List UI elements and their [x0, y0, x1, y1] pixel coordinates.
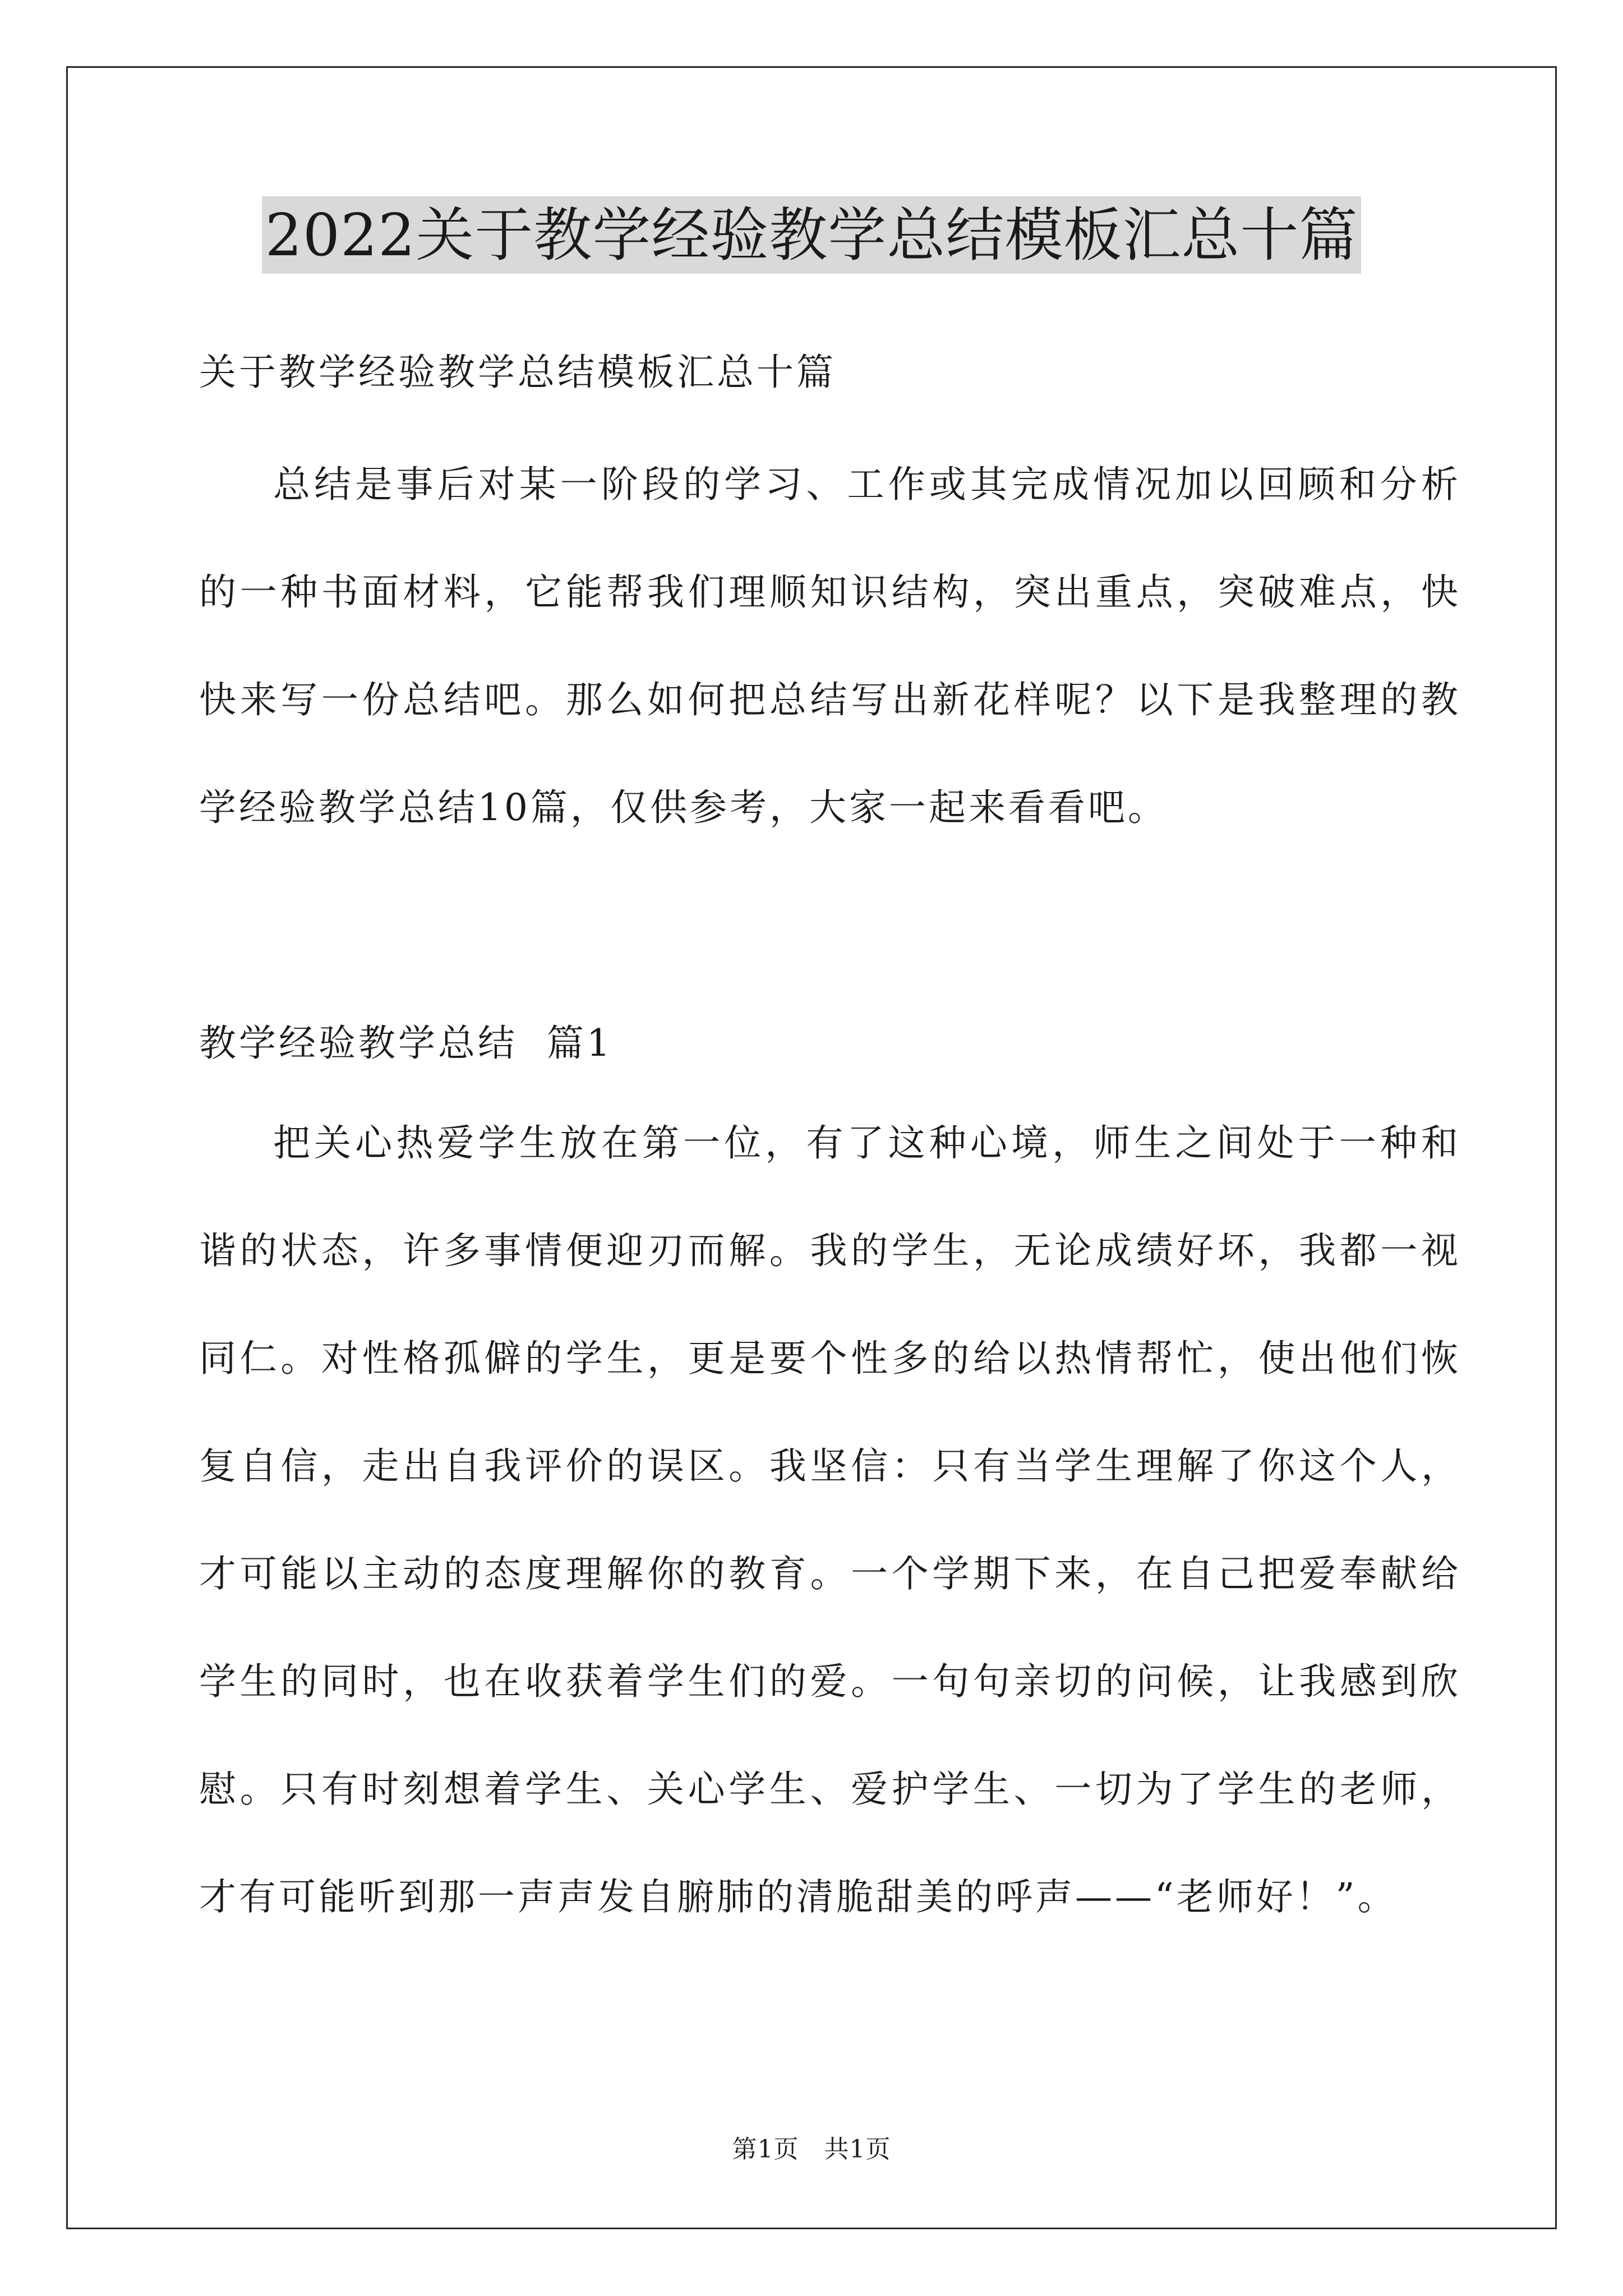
- section-paragraph: 把关心热爱学生放在第一位，有了这种心境，师生之间处于一种和谐的状态，许多事情便迎刃而解。我的学生，无论成绩好坏，我都一视同仁。对性格孤僻的学生，更是要个性多的给以热情帮忙，使出他们恢复自信，走出自我评价的误区。我坚信：只有当学生理解了你这个人，才可能以主动的态度理解你的教育。一个学期下来，在自己把爱奉献给学生的同时，也在收获着学生们的爱。一句句亲切的问候，让我感到欣慰。只有时刻想着学生、关心学生、爱护学生、一切为了学生的老师，才有可能听到那一声声发自腑肺的清脆甜美的呼声——“老师好！”。: [199, 1121, 1461, 1918]
- page-footer: 第1页 共1页: [732, 2135, 891, 2164]
- document-title: [0, 196, 1623, 274]
- document-subtitle: 关于教学经验教学总结模板汇总十篇: [199, 351, 836, 394]
- document-title-text: 2022关于教学经验教学总结模板汇总十篇: [262, 196, 1362, 274]
- intro-paragraph: 总结是事后对某一阶段的学习、工作或其完成情况加以回顾和分析的一种书面材料，它能帮我们理顺知识结构，突出重点，突破难点，快快来写一份总结吧。那么如何把总结写出新花样呢？以下是我整理的教学经验教学总结10篇，仅供参考，大家一起来看看吧。: [199, 463, 1461, 829]
- section-heading: 教学经验教学总结 篇1: [199, 1022, 613, 1065]
